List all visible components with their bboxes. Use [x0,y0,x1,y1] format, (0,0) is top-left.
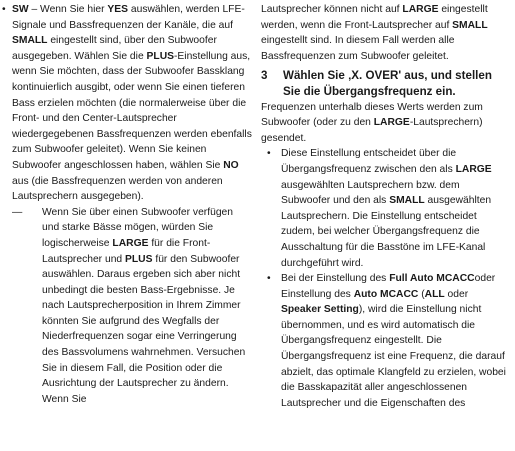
step-number: 3 [261,69,268,83]
sw-bullet: • SW – Wenn Sie hier YES auswählen, werden LFE-Signale und Bassfrequenzen der Kanäle, die auf SMALL eingestellt sind, über den Subwoofer ausgegeben. Wählen Sie die PLUS-Einstellung aus, wenn Sie möchten, dass der Subwoofer Bassklang kontinuierlich ausgibt, oder wenn Sie einen tieferen Bass erzielen möchten (die normalerweise über die Front- und den Center-Lautsprecher wiedergegebenen Bassfrequenzen werden ebenfalls zum Subwoofer geleitet). Wenn Sie keinen Subwoofer angeschlossen haben, wählen Sie NO aus (die Bassfrequenzen werden von anderen Lautsprechern ausgegeben). [2,4,252,203]
full-auto-mcacc: Full Auto MCACC [389,273,475,285]
sw-term: SW [12,4,29,15]
speaker-setting-option: Speaker Setting [281,304,359,316]
all-option: ALL [424,288,445,300]
plus-option: PLUS [146,50,174,62]
step-body: Frequenzen unterhalb dieses Werts werden zum Subwoofer (oder zu den LARGE-Lautsprechern) gesendet. [261,101,483,144]
no-option: NO [223,159,239,171]
yes-option: YES [107,4,128,15]
large-option: LARGE [373,117,410,129]
sub-bullet-1: • Diese Einstellung entscheidet über die Übergangsfrequenz zwischen den als LARGE ausgewählten Lautsprechern bzw. dem Subwoofer und den als SMALL ausgewählten Lautsprechern. Die Einstellung entscheidet zudem, bei welcher Übergangsfrequenz die Ausschaltung für die Basstöne im LFE-Kanal durchgeführt wird. [267,148,492,269]
left-column [0,2,252,407]
step-heading [261,68,511,99]
large-option: LARGE [455,163,492,175]
plus-option: PLUS [125,253,153,265]
dash-icon: — [12,206,23,218]
large-option: LARGE [112,237,149,249]
right-column [261,2,511,411]
dash-note: — Wenn Sie über einen Subwoofer verfügen und starke Bässe mögen, würden Sie logischerweise LARGE für die Front-Lautsprecher und PLUS für den Subwoofer auswählen. Daraus ergeben sich aber nicht unbedingt die besten Bass-Ergebnisse. Je nach Lautsprecherposition in Ihrem Zimmer könnten Sie aufgrund des Wegfalls der Niederfrequenzen sogar eine Verringerung des Bassvolumens wahrnehmen. Versuchen Sie in diesem Fall, die Position oder die Ausrichtung der Lautsprecher zu ändern. Wenn Sie [12,206,246,405]
small-option: SMALL [389,195,425,207]
continued-paragraph: Lautsprecher können nicht auf LARGE eingestellt werden, wenn die Front-Lautsprecher auf SMALL eingestellt sind. In diesem Fall werden alle Bassfrequenzen zum Subwoofer geleitet. [261,4,488,62]
auto-mcacc: Auto MCACC [353,288,419,300]
bullet-icon: • [267,148,271,160]
sub-bullet-2: • Bei der Einstellung des Full Auto MCACCoder Einstellung des Auto MCACC (ALL oder Speaker Setting), wird die Einstellung nicht übernommen, und es wird automatisch die Übergangsfrequenz eingestellt. Die Übergangsfrequenz ist eine Frequenz, die darauf abzielt, das optimale Klangfeld zu erzielen, wobei die Basskapazität aller angeschlossenen Lautsprecher und die Eigenschaften des [267,273,506,409]
step-heading-text: Wählen Sie ‚X. OVER' aus, und stellen Sie die Übergangsfrequenz ein. [283,69,492,98]
small-option: SMALL [12,35,48,47]
bullet-icon: • [267,273,271,285]
small-option: SMALL [452,19,488,31]
bullet-icon: • [2,4,6,15]
large-option: LARGE [402,4,439,15]
